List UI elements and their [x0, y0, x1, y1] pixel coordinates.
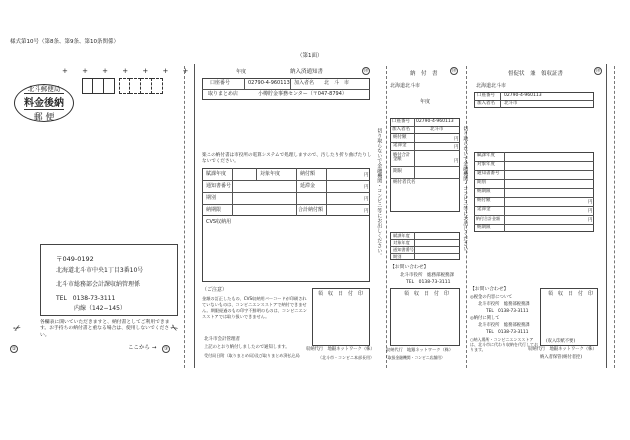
right-ltd: 収納代行 地銀ネットワーク（株） — [528, 347, 597, 352]
right-row-label-8: 納期限 — [477, 225, 491, 230]
mid-row-label-4: 納付者氏名 — [393, 180, 416, 185]
form-number: 様式第10号（第8条、第9条、第10条関係） — [10, 39, 119, 45]
main-grid-h2 — [202, 192, 370, 193]
frame-right — [606, 64, 607, 368]
main-grid-v4 — [326, 168, 327, 216]
mid-row-label-2: 納付合計金額 — [393, 153, 411, 163]
main-cvs-area — [202, 216, 370, 282]
panel-notice: 各欄表に開いていただきますと、納付書としてご利用できます。お手持ちの納付書と重なる場合は、使用しないでください。 — [40, 320, 170, 338]
perforation-1 — [184, 66, 185, 368]
right-yen-3: 円 — [588, 218, 593, 223]
right-row-label-6: 延滞金 — [477, 207, 491, 212]
right-region: 北海道北斗市 — [476, 83, 507, 89]
main-row-label-2: 納付額 — [300, 171, 316, 177]
mid-row-label-3: 期限 — [393, 169, 402, 174]
right-grid-h6 — [474, 206, 594, 207]
mid-grid-h2 — [390, 150, 460, 151]
plus-signs: + + + + + + + — [62, 67, 195, 75]
right-inquiry-line-6: ○納入場所・コンビニエンスストアは、北斗市に代わり収納を代行しております。 — [470, 337, 538, 353]
right-inquiry-line-5: TEL 0138-73-3111 — [486, 330, 529, 335]
right-payee-label: 加入者名 — [477, 101, 495, 106]
main-note: 楽この納付書は市役所の電算システムで処理しますので、汚したり折り曲げたりしないでください。 — [202, 153, 372, 164]
main-office-1: 北斗市会計管理者 — [204, 337, 240, 342]
right-account-vline — [500, 92, 501, 108]
main-yen-3: 円 — [364, 197, 369, 202]
right-account-no: 02790-4-960113 — [504, 93, 542, 98]
perforation-4 — [614, 66, 615, 368]
right-circle-mark: ㊞ — [595, 69, 601, 74]
main-account-vline2 — [290, 78, 291, 89]
mid-yen-2: 円 — [454, 145, 459, 150]
main-account-divider — [202, 89, 370, 90]
right-inquiry-line-0: ◎税金の内容について — [470, 295, 513, 300]
main-handling-label: 取りまとめ店 — [208, 91, 239, 97]
right-inquiry-line-4: 北斗市役所 総務部税務課 — [478, 323, 530, 328]
marker-left: ② — [11, 346, 17, 352]
main-office-2: 上記のとおり納付しましたので通知します。 — [204, 345, 290, 350]
right-row-label-3: 期別 — [477, 180, 486, 185]
right-row-label-7: 納付合計金額 — [476, 216, 500, 221]
right-inquiry-line-2: TEL 0138-73-3111 — [486, 309, 529, 314]
main-row-label-6: 納期限 — [206, 207, 222, 213]
main-grid-h3 — [202, 204, 370, 205]
mid-row-label-0: 納付額 — [393, 135, 407, 140]
main-handling: 小樽貯金事務センター（〒047-8794） — [258, 91, 347, 97]
main-account-vline1 — [244, 78, 245, 89]
return-org: 北斗市総務部会計課収納管理係 — [56, 281, 141, 288]
main-row-label-4: 延滞金 — [300, 183, 316, 189]
mid-inquiry: 【お問い合わせ】 — [390, 265, 429, 270]
stamp-line-1: 北斗郵便局 — [27, 84, 61, 93]
right-ltd-sub: 納入者保管(納付者控) — [540, 355, 583, 360]
marker-right: ③ — [163, 346, 169, 352]
main-row-label-5: 期別 — [206, 195, 217, 201]
page-label: （第1面） — [297, 53, 323, 59]
right-row-label-0: 賦課年度 — [477, 153, 495, 158]
mid-inquiry-tel: TEL 0138-73-3111 — [406, 280, 451, 285]
postal-stamp — [14, 84, 74, 122]
right-row-label-2: 通知書番号 — [477, 171, 500, 176]
mid-lower-label-1: 対象年度 — [393, 240, 410, 245]
main-row-label-0: 賦課年度 — [206, 171, 227, 177]
mid-lower-label-0: 賦課年度 — [393, 233, 410, 238]
mid-stamp-label: 領 収 日 付 印 — [404, 291, 450, 297]
right-stamp-label: 領 収 日 付 印 — [548, 291, 594, 297]
mid-account-label: 口座番号 — [392, 119, 410, 124]
mid-grid-h3 — [390, 166, 460, 167]
main-grid-v1 — [232, 168, 233, 216]
main-grid-v3 — [296, 168, 297, 216]
mid-lower-label-2: 通知書番号 — [393, 247, 414, 252]
zip-code: 〒049-0192 — [56, 255, 94, 263]
mid-lower-label-3: 期別 — [393, 254, 402, 259]
right-row-label-4: 納期限 — [477, 189, 491, 194]
right-grid-h4 — [474, 188, 594, 189]
mid-grid-h4 — [390, 178, 460, 179]
right-inquiry-line-1: 北斗市役所 総務部税務課 — [478, 302, 530, 307]
right-grid-h8 — [474, 224, 594, 225]
right-payee: 北斗市 — [504, 101, 518, 106]
scissor-icon-left: ✂ — [12, 322, 24, 336]
return-ext: 内線（142−145） — [74, 305, 126, 312]
main-notes: 金額の訂正したもの、CVS収納用バーコードが印刷されていないものは、コンビニエンスストアで納付できません。期限経過のもの印字不鮮明のものは、コンビニエンスストアでは取り扱いできません。 — [202, 296, 307, 319]
right-yen-2: 円 — [588, 209, 593, 214]
right-grid-h3 — [474, 179, 594, 180]
mid-fy: 年度 — [420, 99, 431, 105]
right-grid-v — [504, 152, 505, 232]
right-row-label-1: 対象年度 — [477, 162, 495, 167]
mid-yen-1: 円 — [454, 137, 459, 142]
main-cvs-label: CVS収納用 — [206, 219, 232, 225]
main-yen-2: 円 — [364, 185, 369, 190]
mid-grid-v — [414, 134, 415, 178]
mid-inquiry-org: 北斗市役所 総務部税務課 — [400, 273, 454, 278]
main-account-no: 02790-4-960113 — [248, 80, 290, 86]
right-yen-1: 円 — [588, 200, 593, 205]
main-title: 納入済通知書 — [290, 69, 324, 75]
main-grid-v2 — [256, 168, 257, 180]
main-payee: 北 斗 市 — [324, 80, 350, 86]
main-ltd-sub: （北斗市・コンビニ本部長用） — [318, 355, 374, 360]
main-payee-label: 加入者名 — [294, 80, 315, 86]
perforation-2 — [386, 66, 387, 368]
mid-row-label-1: 延滞金 — [393, 143, 407, 148]
mid-fold-note: 切り取らないで金融機関・コンビニ等にお出しください。 — [376, 128, 383, 258]
mid-account-vline — [414, 118, 415, 134]
main-circle-mark: ㊞ — [363, 69, 369, 74]
right-fold-note: 切り取らないで金融機関・コンビニ等にお出しください。 — [462, 126, 469, 256]
return-tel: TEL 0138-73-3111 — [56, 295, 116, 302]
kokokara-label: ここから → — [128, 345, 157, 351]
main-yen-1: 円 — [364, 173, 369, 178]
main-office-3: 受付局日附（取りまとめ局)及び取りまとめ済払込局 — [204, 353, 300, 358]
zip-boxes — [82, 78, 163, 94]
mid-payee-label: 加入者名 — [392, 127, 410, 132]
main-yen-4: 円 — [364, 209, 369, 214]
main-stamp-label: 領 収 日 付 印 — [318, 291, 364, 297]
right-inquiry-line-3: ◎納付に関して — [470, 316, 500, 321]
mid-ltd-sub: （取扱金融機関・コンビニ店舗用） — [384, 355, 445, 360]
right-account-label: 口座番号 — [477, 93, 495, 98]
main-notes-heading: （ご注意） — [202, 287, 228, 293]
main-grid-h1 — [202, 180, 370, 181]
right-title: 督促状 兼 領収証書 — [508, 71, 564, 77]
stamp-line-2: 料金後納 — [24, 93, 64, 110]
main-account-label: 口座番号 — [210, 80, 231, 86]
mid-yen-3: 円 — [454, 159, 459, 164]
main-row-label-1: 対象年度 — [260, 171, 281, 177]
right-row-label-5: 納付額 — [477, 198, 491, 203]
return-address: 北海道北斗市中央1丁目3番10号 — [56, 267, 144, 274]
mid-title: 納 付 書 — [410, 71, 438, 77]
right-grid-h5 — [474, 197, 594, 198]
mid-account-no: 02790-4-960113 — [416, 119, 454, 124]
main-fiscal-year: 年度 — [236, 69, 247, 75]
mid-payee: 北斗市 — [430, 127, 444, 132]
right-margin-note: (収入印紙不要) — [546, 339, 576, 344]
main-row-label-7: 合計納付額 — [298, 207, 324, 213]
main-ltd: 収納代行 地銀ネットワーク（株） — [306, 347, 375, 352]
main-row-label-3: 通知書番号 — [206, 183, 232, 189]
mid-ltd: 収納代行 地銀ネットワーク（株） — [386, 347, 454, 352]
mid-region: 北海道北斗市 — [390, 83, 421, 89]
mid-circle-mark: ㊞ — [451, 69, 457, 74]
stamp-line-3: 郵 便 — [33, 112, 55, 123]
right-inquiry: 【お問い合わせ】 — [470, 287, 509, 292]
scissor-icon-right: ✂ — [168, 322, 180, 336]
